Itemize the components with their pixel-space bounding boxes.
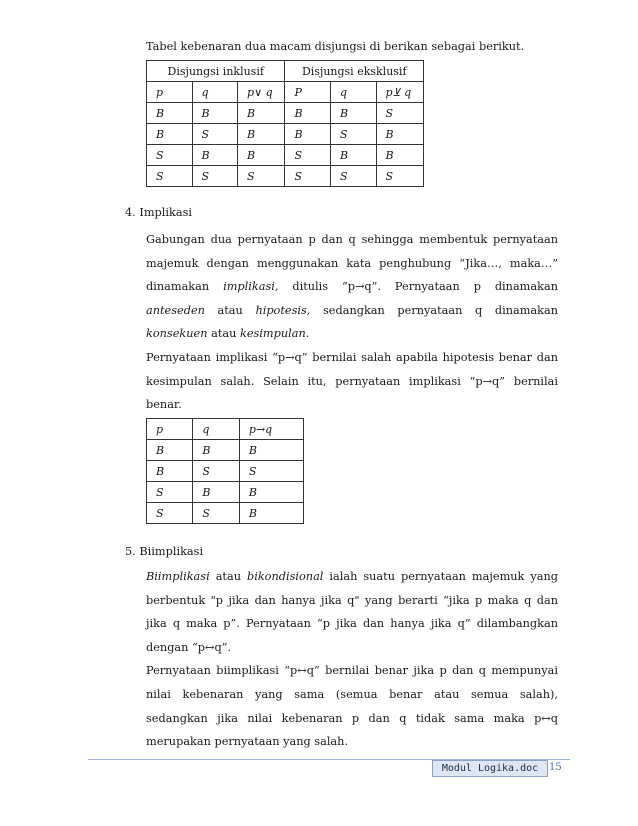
table-row [147,145,424,166]
table-column-header: p→q [239,419,303,440]
section-title: 4. Implikasi [125,206,192,219]
table-cell: S [238,166,285,187]
table-cell: S [193,461,239,482]
table-cell: B [147,124,193,145]
table-cell: B [239,482,303,503]
table-row [147,461,304,482]
table-column-header: q [192,82,238,103]
text-line: Pernyataan implikasi “p→q” bernilai salah apabila hipotesis benar dan [146,350,558,364]
table-cell: B [376,145,423,166]
table-row [147,103,424,124]
footer-doc-name: Modul Logika.doc [432,760,548,777]
text-line: Biimplikasi atau bikondisional ialah suatu pernyataan majemuk yang [146,570,558,583]
text-line: merupakan pernyataan yang salah. [146,735,349,749]
table-group-header: Disjungsi eksklusif [285,61,424,82]
table-column-header: p [147,419,193,440]
disjunction-truth-table [146,60,424,187]
section-title: 5. Biimplikasi [125,545,204,558]
table-cell: S [193,503,239,524]
table-cell: S [331,166,377,187]
table-cell: S [376,103,423,124]
table-cell: S [147,145,193,166]
paragraph [146,228,558,417]
text-line: kesimpulan salah. Selain itu, pernyataan implikasi “p→q” bernilai [146,374,558,388]
table-cell: B [238,145,285,166]
table-row [147,482,304,503]
text-line: Gabungan dua pernyataan p dan q sehingga membentuk pernyataan [146,233,558,246]
table-column-header: q [331,82,377,103]
text-line: dengan “p↔q”. [146,640,232,654]
table-cell: B [238,124,285,145]
table-column-header: q [193,419,239,440]
table-cell: B [238,103,285,124]
paragraph [146,565,558,754]
implication-truth-table [146,418,304,524]
table-cell: S [331,124,377,145]
table-cell: B [285,124,331,145]
table-group-header: Disjungsi inklusif [147,61,285,82]
table-cell: B [193,482,239,503]
table-cell: B [331,145,377,166]
table-cell: S [147,166,193,187]
table-column-header: p∨ q [238,82,285,103]
table-row [147,503,304,524]
text-line: Pernyataan biimplikasi “p↔q” bernilai benar jika p dan q mempunyai [146,664,558,678]
text-line: benar. [146,398,182,412]
text-line: dinamakan implikasi, ditulis “p→q”. Pernyataan p dinamakan [146,280,558,294]
intro-text: Tabel kebenaran dua macam disjungsi di berikan sebagai berikut. [146,40,525,53]
table-cell: B [193,440,239,461]
table-cell: S [239,461,303,482]
table-cell: S [376,166,423,187]
table-cell: B [192,103,238,124]
table-cell: B [285,103,331,124]
table-column-header: P [285,82,331,103]
table-column-header: p [147,82,193,103]
table-cell: B [331,103,377,124]
table-cell: S [192,166,238,187]
table-cell: S [285,166,331,187]
page-number: 15 [549,762,562,773]
table-cell: B [147,440,193,461]
text-line: nilai kebenaran yang sama (semua benar atau semua salah), [146,687,558,701]
table-cell: B [192,145,238,166]
table-row [147,124,424,145]
table-cell: S [192,124,238,145]
text-line: majemuk dengan menggunakan kata penghubung “Jika…, maka…” [146,256,558,270]
table-cell: B [147,461,193,482]
table-cell: B [147,103,193,124]
table-cell: S [147,503,193,524]
table-cell: B [376,124,423,145]
text-line: konsekuen atau kesimpulan. [146,327,310,341]
table-row [147,166,424,187]
table-cell: S [147,482,193,503]
table-cell: S [285,145,331,166]
table-cell: B [239,503,303,524]
text-line: berbentuk "p jika dan hanya jika q" yang berarti “jika p maka q dan [146,593,558,607]
table-cell: B [239,440,303,461]
text-line: sedangkan jika nilai kebenaran p dan q tidak sama maka p↔q [146,711,558,725]
table-row [147,440,304,461]
text-line: anteseden atau hipotesis, sedangkan pernyataan q dinamakan [146,303,559,317]
text-line: jika q maka p”. Pernyataan “p jika dan hanya jika q” dilambangkan [146,617,558,631]
table-column-header: p⊻ q [376,82,423,103]
